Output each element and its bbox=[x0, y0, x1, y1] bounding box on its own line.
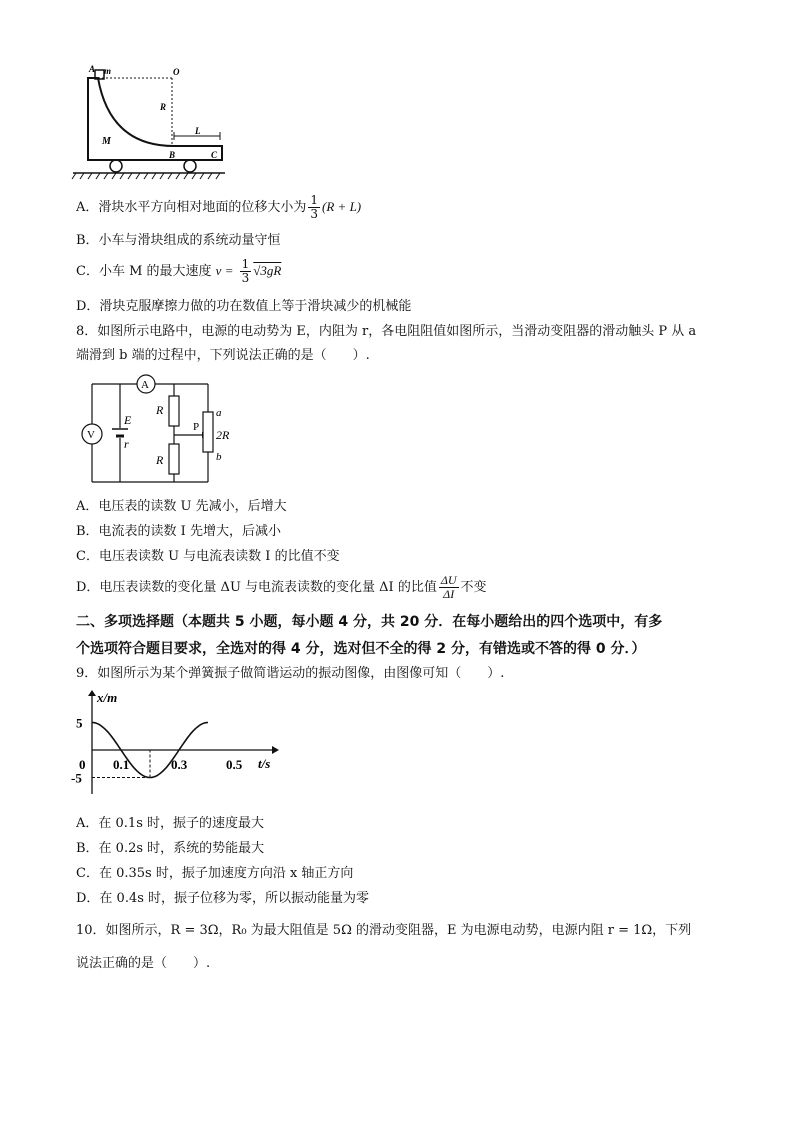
fig7-label-c: C bbox=[211, 150, 218, 160]
q9-x-axis-label: t/s bbox=[258, 756, 271, 771]
q9-option-a: A．在 0.1s 时，振子的速度最大 bbox=[76, 816, 264, 831]
q8-p-label: P bbox=[193, 421, 200, 433]
q9-x-tick-label: 0 bbox=[79, 757, 86, 772]
q7-option-a-expr: (R + L) bbox=[322, 199, 362, 214]
q7-fraction bbox=[308, 194, 320, 221]
q7-option-a-text: A．滑块水平方向相对地面的位移大小为 bbox=[76, 200, 307, 215]
q8-option-d bbox=[76, 574, 487, 601]
q7-option-b: B．小车与滑块组成的系统动量守恒 bbox=[76, 233, 281, 248]
q9-y-axis-label: x/m bbox=[97, 690, 118, 705]
q8-emf-label: E bbox=[124, 413, 132, 427]
fig7-label-a: A bbox=[89, 64, 96, 74]
q7-fraction-den: 3 bbox=[310, 207, 319, 221]
q8-stem-line1: 8．如图所示电路中，电源的电动势为 E，内阻为 r，各电阻阻值如图所示，当滑动变阻器的滑动触头 P 从 a bbox=[76, 324, 697, 339]
q10-stem-line1: 10．如图所示，R = 3Ω，R₀ 为最大阻值是 5Ω 的滑动变阻器，E 为电源电动势，电源内阻 r = 1Ω，下列 bbox=[76, 923, 692, 938]
fig7-label-mm: M bbox=[102, 136, 111, 147]
q8-voltmeter-label: V bbox=[87, 429, 95, 441]
q9-option-d: D．在 0.4s 时，振子位移为零，所以振动能量为零 bbox=[76, 891, 370, 906]
q8-option-d-text: D．电压表读数的变化量 ΔU 与电流表读数的变化量 ΔI 的比值 bbox=[76, 580, 437, 595]
q7-figure bbox=[70, 62, 230, 182]
q9-y-tick-label: -5 bbox=[71, 770, 82, 786]
q7-option-c bbox=[76, 258, 281, 285]
q8-internal-r-label: r bbox=[124, 437, 129, 451]
q9-option-c: C．在 0.35s 时，振子加速度方向沿 x 轴正方向 bbox=[76, 866, 354, 881]
q8-option-b: B．电流表的读数 I 先增大，后减小 bbox=[76, 524, 281, 539]
q7-option-c-text: C．小车 M 的最大速度 bbox=[76, 264, 212, 279]
q9-stem: 9．如图所示为某个弹簧振子做简谐运动的振动图像，由图像可知（ ）. bbox=[76, 666, 505, 681]
q8-d-fraction-num: ΔU bbox=[440, 573, 457, 587]
fig7-label-b: B bbox=[169, 150, 176, 160]
q8-d-fraction-den: ΔI bbox=[443, 587, 455, 601]
q8-d-fraction bbox=[439, 574, 459, 601]
q8-2r-label: 2R bbox=[216, 428, 230, 442]
q9-option-b: B．在 0.2s 时，系统的势能最大 bbox=[76, 841, 265, 856]
q7-option-a bbox=[76, 194, 361, 221]
q9-x-tick-label: 0.3 bbox=[171, 757, 188, 772]
fig7-label-l: L bbox=[195, 126, 201, 136]
fig7-label-o: O bbox=[173, 67, 180, 77]
q8-option-d-post: 不变 bbox=[460, 580, 487, 595]
q8-stem-line2: 端滑到 b 端的过程中，下列说法正确的是（ ）. bbox=[76, 348, 370, 363]
q9-y-tick-label: 5 bbox=[76, 715, 83, 731]
q7-c-fraction-den: 3 bbox=[241, 271, 250, 285]
q8-circuit bbox=[72, 372, 242, 487]
q7-option-c-v: v = bbox=[215, 263, 234, 278]
q9-chart bbox=[70, 690, 280, 805]
q8-a-label: a bbox=[216, 407, 222, 419]
q8-ammeter-label: A bbox=[141, 379, 149, 391]
section2-heading-line1: 二、多项选择题（本题共 5 小题，每小题 4 分，共 20 分．在每小题给出的四个选项中，有多 bbox=[76, 614, 663, 630]
q8-r1-label: R bbox=[156, 403, 164, 417]
q9-x-tick-label: 0.5 bbox=[226, 757, 243, 772]
q8-b-label: b bbox=[216, 451, 222, 463]
q7-fraction-num: 1 bbox=[310, 193, 319, 207]
q7-c-fraction bbox=[240, 258, 252, 285]
q9-x-tick-label: 0.1 bbox=[113, 757, 130, 772]
q7-c-fraction-num: 1 bbox=[241, 257, 250, 271]
q8-option-c: C．电压表读数 U 与电流表读数 I 的比值不变 bbox=[76, 549, 340, 564]
q8-option-a: A．电压表的读数 U 先减小，后增大 bbox=[76, 499, 287, 514]
q7-option-d: D．滑块克服摩擦力做的功在数值上等于滑块减少的机械能 bbox=[76, 299, 412, 314]
q7-option-c-root: √3gR bbox=[253, 263, 282, 278]
q8-r2-label: R bbox=[156, 453, 164, 467]
fig7-label-m: m bbox=[104, 66, 112, 76]
section2-heading-line2: 个选项符合题目要求，全选对的得 4 分，选对但不全的得 2 分，有错选或不答的得 0 分．） bbox=[76, 641, 646, 657]
q10-stem-line2: 说法正确的是（ ）. bbox=[76, 956, 211, 971]
fig7-label-r: R bbox=[160, 102, 167, 112]
